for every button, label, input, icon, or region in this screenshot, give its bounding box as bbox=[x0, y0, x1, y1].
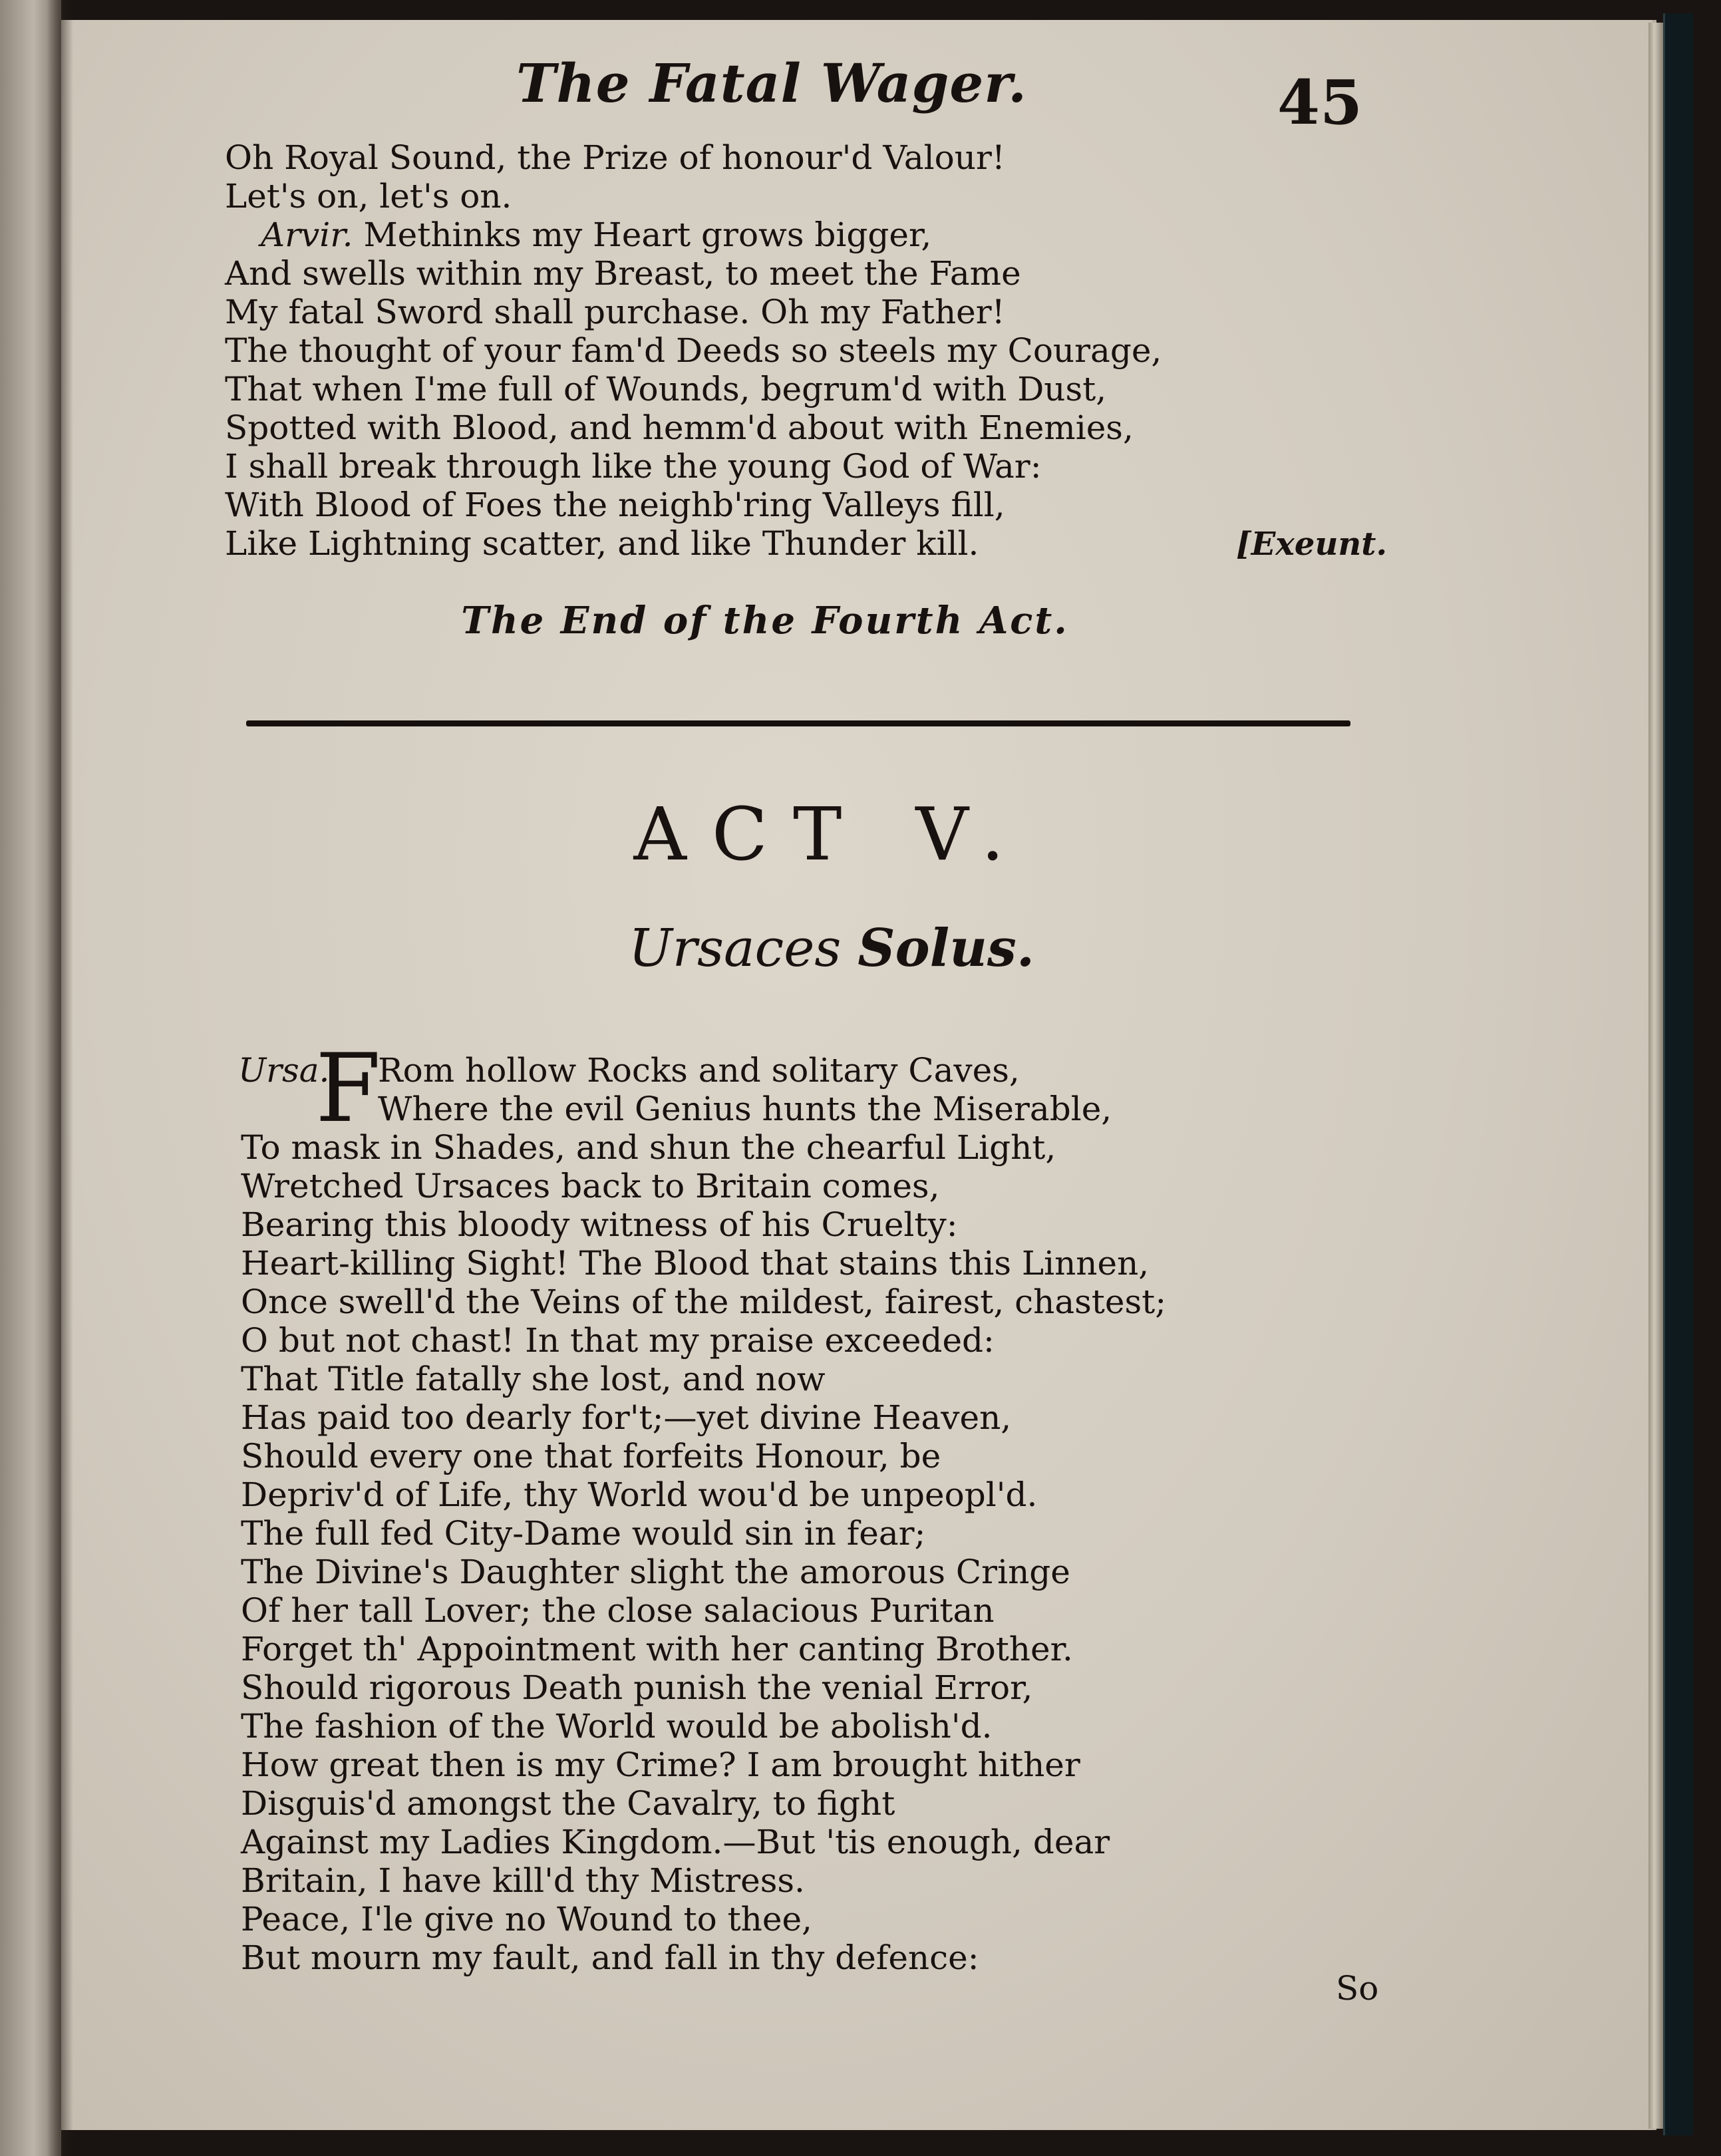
running-head: The Fatal Wager. bbox=[516, 52, 1027, 114]
arvir-first-line: Methinks my Heart grows bigger, bbox=[363, 216, 932, 254]
verse-line: Should every one that forfeits Honour, be bbox=[241, 1437, 941, 1475]
verse-line: Britain, I have kill'd thy Mistress. bbox=[241, 1861, 805, 1900]
act-title: ACT V. bbox=[633, 792, 1030, 877]
verse-line: Where the evil Genius hunts the Miserable, bbox=[378, 1090, 1112, 1128]
verse-line: Peace, I'le give no Wound to thee, bbox=[241, 1900, 812, 1938]
verse-line: The fashion of the World would be abolish'd. bbox=[241, 1707, 993, 1746]
verse-line: Spotted with Blood, and hemm'd about with Enemies, bbox=[225, 408, 1134, 447]
verse-line: Of her tall Lover; the close salacious Puritan bbox=[241, 1591, 995, 1630]
verse-line: Has paid too dearly for't;—yet divine Heaven, bbox=[241, 1398, 1012, 1437]
verse-line: Let's on, let's on. bbox=[225, 177, 512, 216]
verse-line: I shall break through like the young God of War: bbox=[225, 447, 1042, 486]
verse-line: Bearing this bloody witness of his Cruelty: bbox=[241, 1205, 958, 1244]
verse-line: The Divine's Daughter slight the amorous Cringe bbox=[241, 1553, 1070, 1591]
verse-line: That when I'me full of Wounds, begrum'd with Dust, bbox=[225, 370, 1107, 408]
scene-heading-solus: Solus. bbox=[858, 918, 1034, 979]
verse-line: Heart-killing Sight! The Blood that stains this Linnen, bbox=[241, 1244, 1150, 1283]
verse-line: That Title fatally she lost, and now bbox=[241, 1360, 826, 1398]
verse-line: Wretched Ursaces back to Britain comes, bbox=[241, 1167, 940, 1205]
catchword: So bbox=[1336, 1969, 1379, 2008]
verse-line: The thought of your fam'd Deeds so steels my Courage, bbox=[225, 331, 1162, 370]
speaker-ursa: Ursa. bbox=[238, 1051, 330, 1090]
verse-line: Disguis'd amongst the Cavalry, to fight bbox=[241, 1784, 895, 1823]
verse-line: How great then is my Crime? I am brought hither bbox=[241, 1746, 1080, 1784]
act-end-caption: The End of the Fourth Act. bbox=[461, 599, 1069, 643]
verse-line: Once swell'd the Veins of the mildest, fairest, chastest; bbox=[241, 1283, 1167, 1321]
verse-line: My fatal Sword shall purchase. Oh my Father! bbox=[225, 293, 1005, 331]
verse-line: But mourn my fault, and fall in thy defence: bbox=[241, 1938, 979, 1977]
verse-line: And swells within my Breast, to meet the Fame bbox=[225, 254, 1021, 293]
verse-line: With Blood of Foes the neighb'ring Valleys fill, bbox=[225, 486, 1005, 524]
page-number: 45 bbox=[1277, 67, 1363, 138]
verse-line: The full fed City-Dame would sin in fear; bbox=[241, 1514, 926, 1553]
verse-line: Rom hollow Rocks and solitary Caves, bbox=[378, 1051, 1020, 1090]
book-cover-edge bbox=[1663, 13, 1693, 2135]
verse-line-arvir bbox=[225, 216, 931, 254]
verse-line: Should rigorous Death punish the venial Error, bbox=[241, 1668, 1033, 1707]
drop-cap: F bbox=[315, 1034, 381, 1144]
horizontal-rule bbox=[246, 720, 1350, 726]
verse-line: Like Lightning scatter, and like Thunder kill. bbox=[225, 524, 979, 563]
speaker-arvir: Arvir. bbox=[261, 216, 353, 254]
verse-line: Depriv'd of Life, thy World wou'd be unpeopl'd. bbox=[241, 1475, 1038, 1514]
verse-line: Forget th' Appointment with her canting Brother. bbox=[241, 1630, 1073, 1668]
page-fore-edge bbox=[1648, 23, 1663, 2129]
verse-line: Against my Ladies Kingdom.—But 'tis enough, dear bbox=[241, 1823, 1110, 1861]
book-gutter bbox=[47, 0, 73, 2156]
verse-line: To mask in Shades, and shun the chearful Light, bbox=[241, 1128, 1056, 1167]
scene-heading bbox=[466, 918, 1197, 979]
stage-direction-exeunt: [Exeunt. bbox=[1236, 526, 1388, 563]
verse-line: Oh Royal Sound, the Prize of honour'd Valour! bbox=[225, 138, 1005, 177]
scene-heading-name: Ursaces bbox=[629, 919, 842, 979]
verse-line: O but not chast! In that my praise exceeded: bbox=[241, 1321, 995, 1360]
